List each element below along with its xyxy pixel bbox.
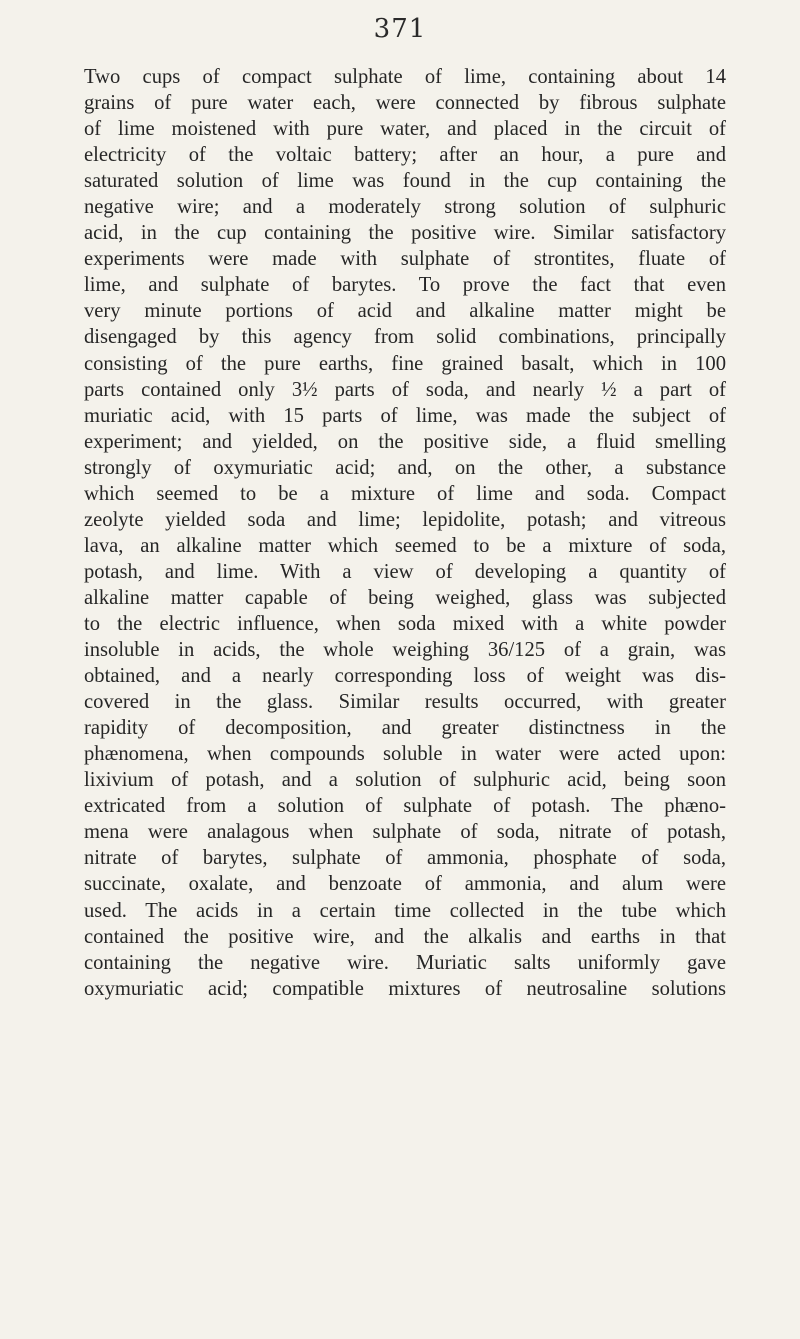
text-line: lixivium of potash, and a solution of sulphuric acid, being soon <box>84 769 726 792</box>
text-line: extricated from a solution of sulphate of potash. The phæno- <box>84 795 726 818</box>
text-line: experiment; and yielded, on the positive side, a fluid smelling <box>84 430 726 453</box>
text-line: Two cups of compact sulphate of lime, containing about 14 <box>84 66 726 88</box>
text-line: insoluble in acids, the whole weighing 36/125 of a grain, was <box>84 639 726 662</box>
text-line: electricity of the voltaic battery; after an hour, a pure and <box>84 144 726 167</box>
text-line: containing the negative wire. Muriatic salts uniformly gave <box>84 951 726 974</box>
text-line: strongly of oxymuriatic acid; and, on the other, a substance <box>84 456 726 479</box>
text-line: experiments were made with sulphate of strontites, fluate of <box>84 248 726 271</box>
text-line: covered in the glass. Similar results occurred, with greater <box>84 691 726 714</box>
text-line: used. The acids in a certain time collected in the tube which <box>84 899 726 922</box>
text-line: obtained, and a nearly corresponding loss of weight was dis- <box>84 665 726 688</box>
text-line: acid, in the cup containing the positive wire. Similar satisfactory <box>84 222 726 245</box>
text-line: disengaged by this agency from solid combinations, principally <box>84 326 726 349</box>
text-line: mena were analagous when sulphate of soda, nitrate of potash, <box>84 821 726 844</box>
text-line: consisting of the pure earths, fine grained basalt, which in 100 <box>84 352 726 375</box>
text-line: negative wire; and a moderately strong solution of sulphuric <box>84 196 726 219</box>
text-line: to the electric influence, when soda mixed with a white powder <box>84 612 726 635</box>
text-line: potash, and lime. With a view of developing a quantity of <box>84 560 726 583</box>
text-line: oxymuriatic acid; compatible mixtures of neutrosaline solutions <box>84 977 726 1000</box>
text-line: which seemed to be a mixture of lime and soda. Compact <box>84 482 726 505</box>
text-line: phænomena, when compounds soluble in water were acted upon: <box>84 743 726 766</box>
text-line: muriatic acid, with 15 parts of lime, was made the subject of <box>84 404 726 427</box>
text-line: rapidity of decomposition, and greater distinctness in the <box>84 717 726 740</box>
text-line: contained the positive wire, and the alkalis and earths in that <box>84 925 726 948</box>
text-line: parts contained only 3½ parts of soda, and nearly ½ a part of <box>84 378 726 401</box>
body-text <box>84 64 726 1002</box>
text-line: lime, and sulphate of barytes. To prove the fact that even <box>84 274 726 297</box>
text-line: succinate, oxalate, and benzoate of ammonia, and alum were <box>84 873 726 896</box>
text-line: nitrate of barytes, sulphate of ammonia, phosphate of soda, <box>84 847 726 870</box>
text-line: grains of pure water each, were connected by fibrous sulphate <box>84 92 726 115</box>
page-number: 371 <box>373 14 427 44</box>
text-line: lava, an alkaline matter which seemed to be a mixture of soda, <box>84 534 726 557</box>
text-line: saturated solution of lime was found in the cup containing the <box>84 170 726 193</box>
text-line: zeolyte yielded soda and lime; lepidolite, potash; and vitreous <box>84 508 726 531</box>
text-line: very minute portions of acid and alkaline matter might be <box>84 300 726 323</box>
text-line: alkaline matter capable of being weighed, glass was subjected <box>84 586 726 609</box>
text-line: of lime moistened with pure water, and placed in the circuit of <box>84 118 726 141</box>
